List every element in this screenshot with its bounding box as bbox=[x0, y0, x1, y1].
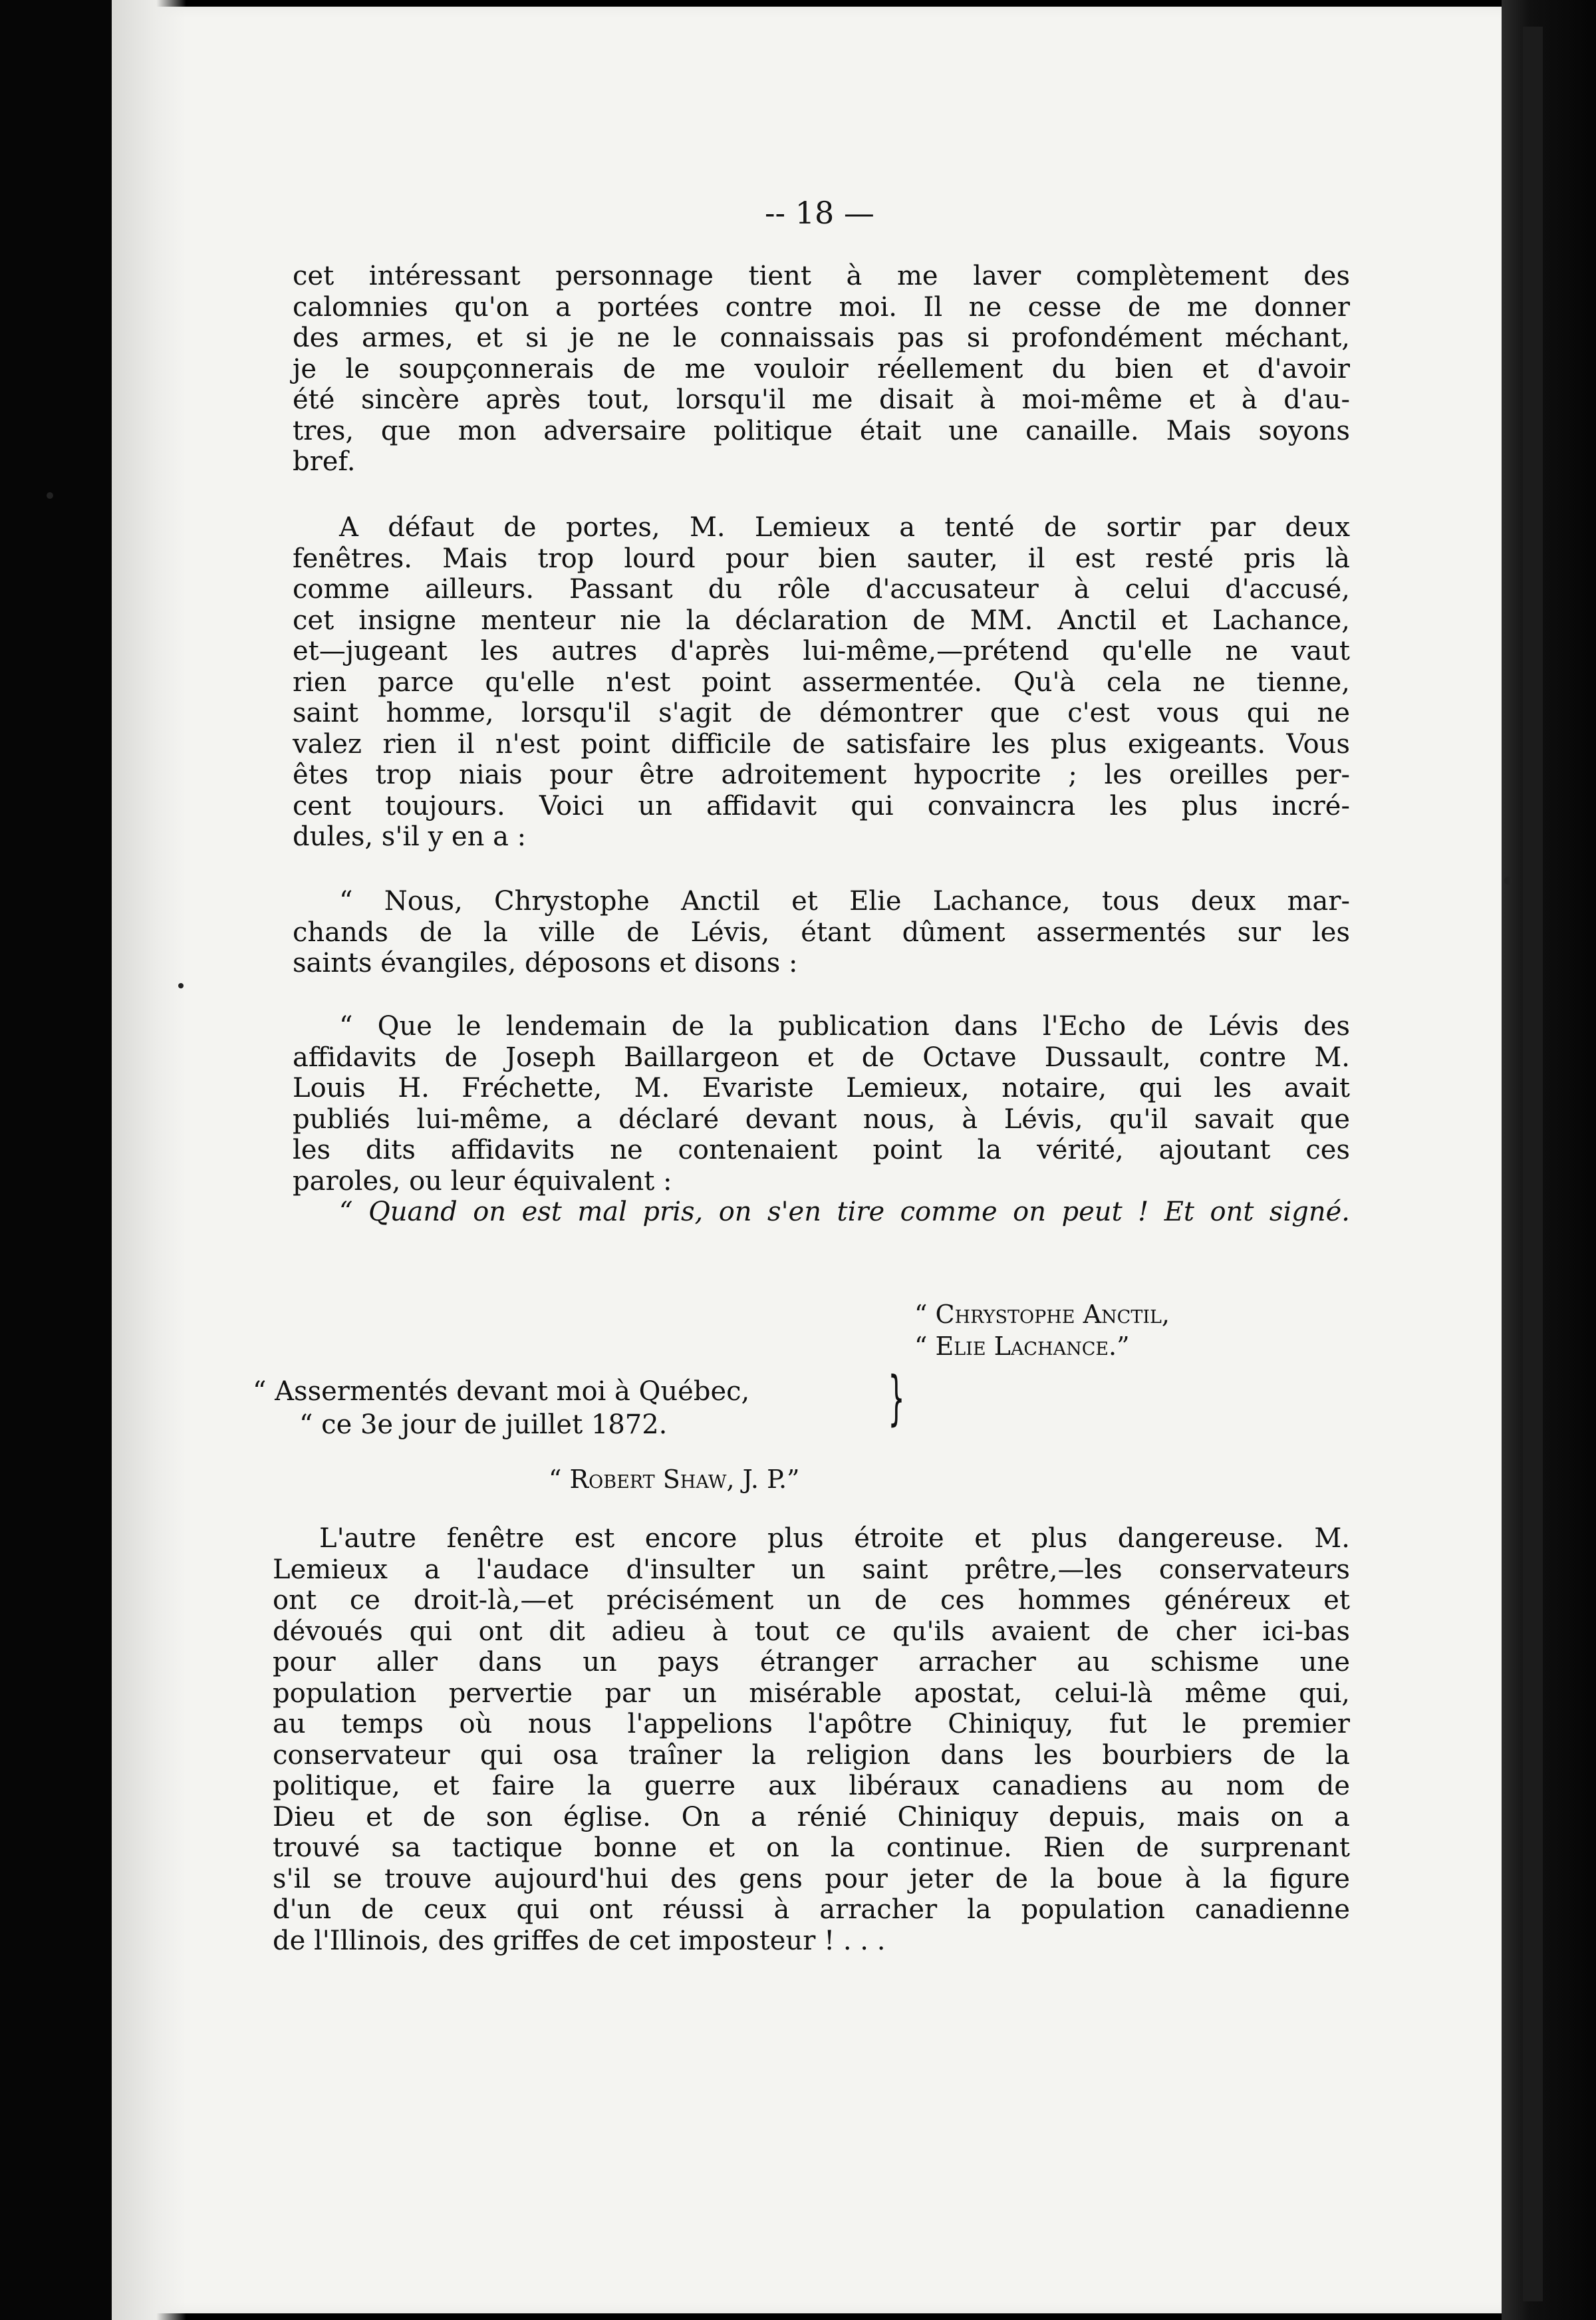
signature-lachance: “ Elie Lachance.” bbox=[914, 1332, 1130, 1361]
text-line: bref. bbox=[293, 446, 356, 477]
scan-right-margin bbox=[1502, 0, 1596, 2320]
scan-left-margin bbox=[0, 0, 112, 2320]
text-line: publiés lui-même, a déclaré devant nous, à Lévis, qu'il savait que bbox=[293, 1103, 1350, 1135]
text-line: politique, et faire la guerre aux libéraux canadiens au nom de bbox=[273, 1771, 1350, 1801]
adjacent-page-edge bbox=[1523, 27, 1543, 2301]
closing-paragraph bbox=[273, 1523, 1350, 1956]
paragraph-2 bbox=[293, 512, 1350, 853]
text-line: A défaut de portes, M. Lemieux a tenté de sortir par deux bbox=[339, 512, 1350, 543]
text-line: fenêtres. Mais trop lourd pour bien sauter, il est resté pris là bbox=[293, 543, 1350, 574]
paragraph-1 bbox=[293, 261, 1350, 478]
page-gutter-shadow bbox=[112, 0, 186, 2320]
text-line: et—jugeant les autres d'après lui-même,—prétend qu'elle ne vaut bbox=[293, 636, 1350, 666]
text-line: pour aller dans un pays étranger arracher au schisme une bbox=[273, 1647, 1350, 1677]
text-line: au temps où nous l'appelions l'apôtre Chiniquy, fut le premier bbox=[273, 1709, 1350, 1739]
text-line: saints évangiles, déposons et disons : bbox=[293, 948, 798, 978]
text-line: Louis H. Fréchette, M. Evariste Lemieux, notaire, qui les avait bbox=[293, 1073, 1350, 1103]
text-line: dévoués qui ont dit adieu à tout ce qu'ils avaient de cher ici-bas bbox=[273, 1616, 1350, 1647]
scan-speck bbox=[47, 492, 53, 499]
text-line: je le soupçonnerais de me vouloir réellement du bien et d'avoir bbox=[293, 353, 1350, 384]
sworn-line-2: “ ce 3e jour de juillet 1872. bbox=[299, 1409, 668, 1440]
text-line: calomnies qu'on a portées contre moi. Il ne cesse de me donner bbox=[293, 291, 1350, 323]
text-line: tres, que mon adversaire politique était une canaille. Mais soyons bbox=[293, 415, 1350, 446]
text-line: des armes, et si je ne le connaissais pas si profondément méchant, bbox=[293, 323, 1350, 353]
text-line: conservateur qui osa traîner la religion dans les bourbiers de la bbox=[273, 1739, 1350, 1771]
text-line: dules, s'il y en a : bbox=[293, 821, 527, 852]
text-line: cet insigne menteur nie la déclaration de MM. Anctil et Lachance, bbox=[293, 605, 1350, 636]
text-line: Lemieux a l'audace d'insulter un saint prêtre,—les conservateurs bbox=[273, 1554, 1350, 1585]
text-line: ont ce droit-là,—et précisément un de ces hommes généreux et bbox=[273, 1585, 1350, 1616]
text-line: valez rien il n'est point difficile de satisfaire les plus exigeants. Vous bbox=[293, 728, 1350, 760]
affidavit-body bbox=[293, 1011, 1350, 1228]
text-line: de l'Illinois, des griffes de cet imposteur ! . . . bbox=[273, 1925, 886, 1956]
text-line: paroles, ou leur équivalent : bbox=[293, 1165, 672, 1197]
text-line: êtes trop niais pour être adroitement hypocrite ; les oreilles per- bbox=[293, 760, 1350, 790]
signature-shaw: “ Robert Shaw, J. P.” bbox=[549, 1465, 800, 1494]
text-line: cent toujours. Voici un affidavit qui convaincra les plus incré- bbox=[293, 790, 1350, 821]
scan-speck bbox=[178, 983, 184, 988]
text-line: “ Nous, Chrystophe Anctil et Elie Lachance, tous deux mar- bbox=[339, 886, 1350, 917]
signature-anctil: “ Chrystophe Anctil, bbox=[914, 1300, 1170, 1329]
affidavit-intro bbox=[293, 886, 1350, 979]
text-line: saint homme, lorsqu'il s'agit de démontrer que c'est vous qui ne bbox=[293, 698, 1350, 728]
text-line: affidavits de Joseph Baillargeon et de Octave Dussault, contre M. bbox=[293, 1042, 1350, 1073]
text-line: les dits affidavits ne contenaient point la vérité, ajoutant ces bbox=[293, 1135, 1350, 1165]
text-line: L'autre fenêtre est encore plus étroite et plus dangereuse. M. bbox=[319, 1523, 1350, 1554]
page-number: -- 18 — bbox=[765, 195, 874, 231]
text-line: comme ailleurs. Passant du rôle d'accusateur à celui d'accusé, bbox=[293, 574, 1350, 605]
text-line-quote: “ Quand on est mal pris, on s'en tire comme on peut ! Et ont signé. bbox=[339, 1197, 1350, 1227]
text-line: été sincère après tout, lorsqu'il me disait à moi-même et à d'au- bbox=[293, 384, 1350, 415]
text-line: “ Que le lendemain de la publication dans l'Echo de Lévis des bbox=[339, 1011, 1350, 1042]
text-line: d'un de ceux qui ont réussi à arracher la population canadienne bbox=[273, 1894, 1350, 1925]
text-line: Dieu et de son église. On a rénié Chiniquy depuis, mais on a bbox=[273, 1801, 1350, 1832]
text-line: cet intéressant personnage tient à me laver complètement des bbox=[293, 261, 1350, 291]
text-line: population pervertie par un misérable apostat, celui-là même qui, bbox=[273, 1677, 1350, 1709]
scan-speck bbox=[1504, 877, 1512, 885]
text-line: chands de la ville de Lévis, étant dûment assermentés sur les bbox=[293, 917, 1350, 948]
brace-glyph: } bbox=[888, 1364, 905, 1432]
text-line: trouvé sa tactique bonne et on la continue. Rien de surprenant bbox=[273, 1832, 1350, 1863]
text-line: rien parce qu'elle n'est point assermentée. Qu'à cela ne tienne, bbox=[293, 666, 1350, 698]
text-line: s'il se trouve aujourd'hui des gens pour jeter de la boue à la figure bbox=[273, 1863, 1350, 1894]
sworn-line-1: “ Assermentés devant moi à Québec, bbox=[253, 1376, 750, 1407]
